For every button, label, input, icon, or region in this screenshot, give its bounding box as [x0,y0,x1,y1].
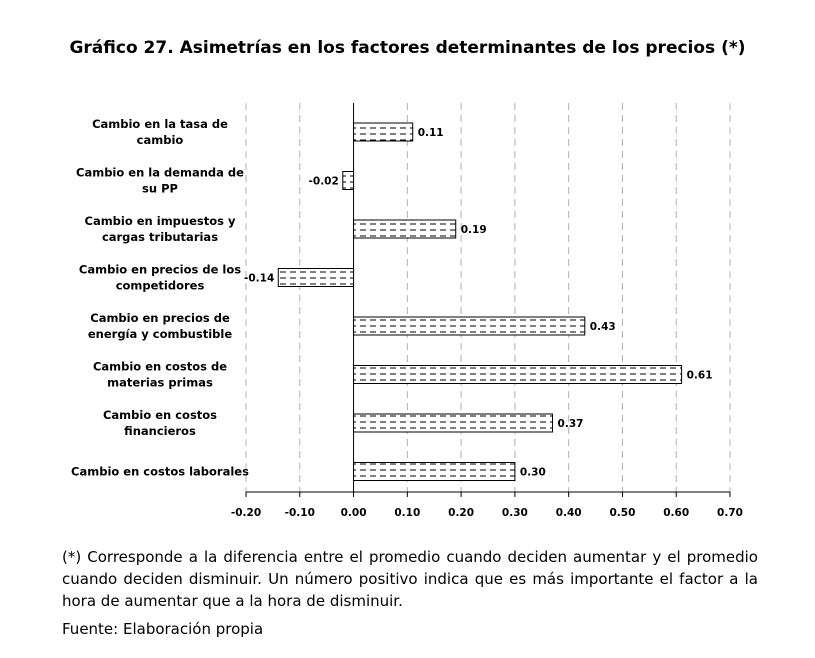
x-tick-label: -0.10 [284,507,315,519]
category-label: cambio [136,133,184,147]
category-label: Cambio en la demanda de [76,165,244,180]
category-labels [71,117,249,479]
bar [354,220,456,238]
bar-value-label: 0.37 [557,418,584,430]
category-label: Cambio en costos laborales [71,464,249,479]
chart-title: Gráfico 27. Asimetrías en los factores determinantes de los precios (*) [69,38,746,58]
bar [354,366,682,384]
bar-value-label: 0.19 [460,224,487,236]
bar-value-label: 0.30 [519,466,546,479]
bar [354,317,585,335]
category-label: Cambio en precios de los [78,262,242,277]
bar-value-label: 0.43 [589,321,616,333]
x-tick-label: 0.50 [609,507,636,519]
x-tick-label: 0.40 [555,507,582,519]
category-label: materias primas [107,375,213,390]
x-tick-label: 0.60 [663,507,690,519]
x-tick-label: 0.10 [394,507,421,519]
category-label: Cambio en precios de [90,311,230,325]
category-label: energía y combustible [87,327,233,341]
bar-value-label: 0.61 [686,369,713,382]
category-label: su PP [142,181,178,196]
x-tick-label: 0.00 [340,507,367,519]
category-label: competidores [115,278,205,293]
category-label: financieros [124,424,196,438]
x-tick-label: 0.20 [448,507,475,519]
bar [354,463,515,481]
bar [278,269,353,287]
bar-value-label: 0.11 [417,127,444,139]
bar-chart [0,95,815,535]
bar-value-label: -0.02 [308,175,339,188]
chart-footnote: (*) Corresponde a la diferencia entre el promedio cuando deciden aumentar y el promedio cuando deciden disminuir. Un número positivo indica que es más importante el factor a la hora de aumentar que a la hora de disminuir. [62,548,758,610]
category-label: Cambio en costos [102,408,218,422]
x-tick-label: 0.30 [501,507,528,519]
x-axis [231,492,743,519]
gridlines [246,103,730,492]
x-tick-label: 0.70 [717,507,743,519]
category-label: Cambio en costos de [92,359,228,374]
chart-source: Fuente: Elaboración propia [62,620,264,638]
category-label: Cambio en la tasa de [92,117,228,131]
x-tick-label: -0.20 [230,507,262,519]
bar [343,172,354,190]
category-label: cargas tributarias [101,230,219,244]
bar-value-label: -0.14 [244,272,275,285]
category-label: Cambio en impuestos y [84,214,236,228]
bar [354,414,553,432]
bar [354,123,413,141]
